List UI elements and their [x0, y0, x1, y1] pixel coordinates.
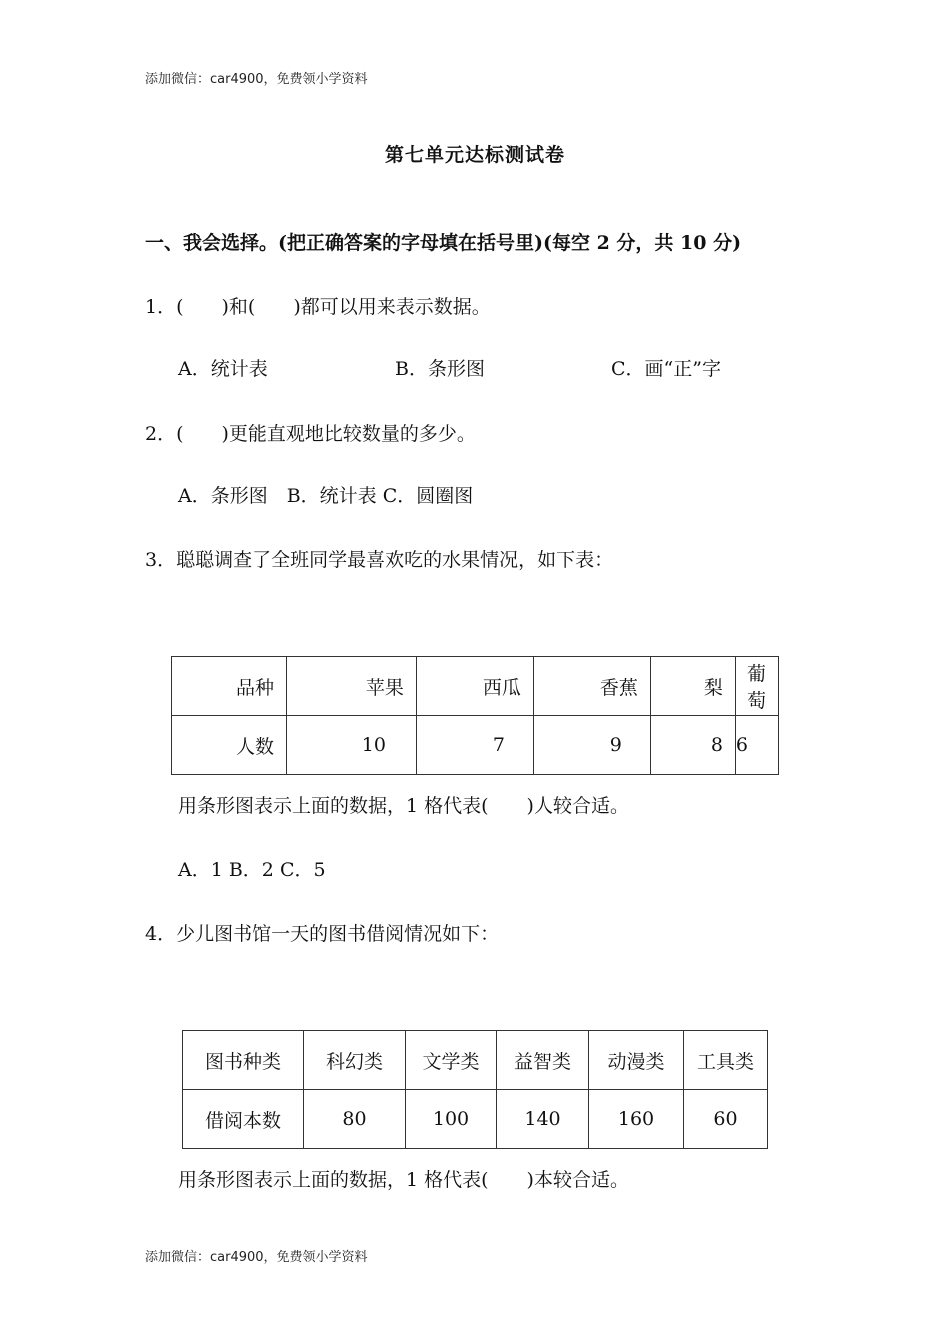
table-cell: 西瓜	[416, 657, 533, 716]
fruit-table	[171, 656, 779, 775]
q3-options: A．1 B．2 C．5	[178, 859, 326, 881]
table-cell: 6	[735, 716, 778, 775]
table-cell: 梨	[650, 657, 735, 716]
table-cell: 人数	[172, 716, 287, 775]
table-cell: 图书种类	[183, 1031, 304, 1090]
table-cell: 文学类	[406, 1031, 497, 1090]
table-cell: 7	[416, 716, 533, 775]
table-cell: 工具类	[684, 1031, 768, 1090]
q1-option-b: B．条形图	[395, 358, 485, 380]
q2-options: A．条形图 B．统计表 C．圆圈图	[178, 485, 474, 507]
question-4: 4．少儿图书馆一天的图书借阅情况如下：	[145, 923, 500, 945]
table-cell: 140	[497, 1090, 589, 1149]
table-cell: 80	[304, 1090, 406, 1149]
table-cell: 8	[650, 716, 735, 775]
table-row	[172, 657, 779, 716]
table-row	[172, 716, 779, 775]
table-cell: 10	[286, 716, 416, 775]
table-cell: 香蕉	[533, 657, 650, 716]
q1-option-a: A．统计表	[178, 358, 268, 380]
table-cell: 品种	[172, 657, 287, 716]
table-row	[183, 1090, 768, 1149]
q3-follow: 用条形图表示上面的数据，1 格代表( )人较合适。	[178, 795, 629, 817]
table-cell: 动漫类	[589, 1031, 684, 1090]
footer-note: 添加微信：car4900，免费领小学资料	[145, 1250, 368, 1265]
table-cell: 160	[589, 1090, 684, 1149]
table-cell: 60	[684, 1090, 768, 1149]
question-2: 2．( )更能直观地比较数量的多少。	[145, 423, 476, 445]
question-3: 3．聪聪调查了全班同学最喜欢吃的水果情况，如下表：	[145, 549, 614, 571]
table-cell: 苹果	[286, 657, 416, 716]
book-table	[182, 1030, 768, 1149]
page-title: 第七单元达标测试卷	[384, 144, 565, 166]
table-row	[183, 1031, 768, 1090]
table-cell: 益智类	[497, 1031, 589, 1090]
table-cell: 科幻类	[304, 1031, 406, 1090]
q4-follow: 用条形图表示上面的数据，1 格代表( )本较合适。	[178, 1169, 629, 1191]
table-cell: 9	[533, 716, 650, 775]
section-heading: 一、我会选择。(把正确答案的字母填在括号里)(每空 2 分，共 10 分)	[145, 232, 742, 254]
question-1: 1．( )和( )都可以用来表示数据。	[145, 296, 491, 318]
table-cell: 借阅本数	[183, 1090, 304, 1149]
header-note: 添加微信：car4900，免费领小学资料	[145, 72, 368, 87]
table-cell: 100	[406, 1090, 497, 1149]
q1-option-c: C．画“正”字	[611, 358, 721, 380]
table-cell: 葡萄	[735, 657, 778, 716]
